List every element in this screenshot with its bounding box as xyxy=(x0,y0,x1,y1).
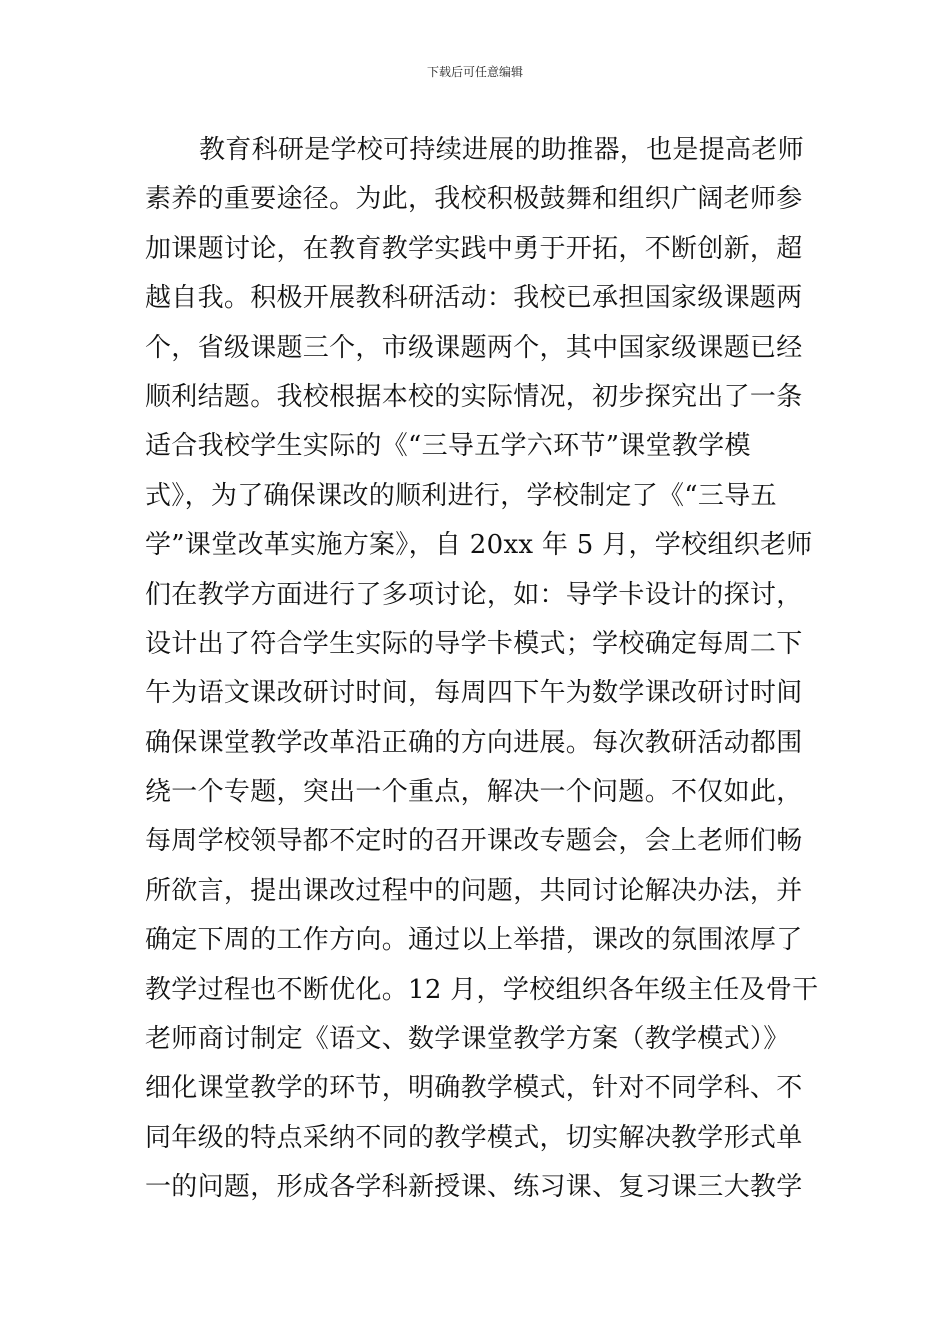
paragraph-line: 所欲言，提出课改过程中的问题，共同讨论解决办法，并 xyxy=(145,875,803,906)
paragraph-line: 学”课堂改革实施方案》，自 20xx 年 5 月，学校组织老师 xyxy=(145,530,813,561)
paragraph-line: 老师商讨制定《语文、数学课堂教学方案（教学模式）》 xyxy=(145,1024,790,1055)
paragraph-line: 适合我校学生实际的《“三导五学六环节”课堂教学模 xyxy=(145,431,751,462)
paragraph-line: 们在教学方面进行了多项讨论，如：导学卡设计的探讨， xyxy=(145,579,803,610)
paragraph-line: 个，省级课题三个，市级课题两个，其中国家级课题已经 xyxy=(145,332,803,363)
paragraph-line: 顺利结题。我校根据本校的实际情况，初步探究出了一条 xyxy=(145,381,803,412)
paragraph-line: 确定下周的工作方向。通过以上举措，课改的氛围浓厚了 xyxy=(145,925,803,956)
paragraph-line: 教育科研是学校可持续进展的助推器，也是提高老师 xyxy=(199,135,804,165)
paragraph-line: 确保课堂教学改革沿正确的方向进展。每次教研活动都围 xyxy=(145,727,803,758)
paragraph-line: 加课题讨论，在教育教学实践中勇于开拓，不断创新，超 xyxy=(145,233,803,264)
paragraph-line: 每周学校领导都不定时的召开课改专题会，会上老师们畅 xyxy=(145,826,803,857)
paragraph-line: 午为语文课改研讨时间，每周四下午为数学课改研讨时间 xyxy=(145,678,803,709)
paragraph-line: 越自我。积极开展教科研活动：我校已承担国家级课题两 xyxy=(145,283,803,314)
paragraph-line: 教学过程也不断优化。12 月，学校组织各年级主任及骨干 xyxy=(145,974,819,1005)
paragraph-line: 式》，为了确保课改的顺利进行，学校制定了《“三导五 xyxy=(145,480,777,511)
paragraph-line: 同年级的特点采纳不同的教学模式，切实解决教学形式单 xyxy=(145,1122,803,1153)
paragraph-line: 细化课堂教学的环节，明确教学模式，针对不同学科、不 xyxy=(145,1073,803,1104)
paragraph-line: 一的问题，形成各学科新授课、练习课、复习课三大教学 xyxy=(145,1172,803,1203)
paragraph-line: 设计出了符合学生实际的导学卡模式；学校确定每周二下 xyxy=(145,628,803,659)
paragraph-line: 绕一个专题，突出一个重点，解决一个问题。不仅如此， xyxy=(145,777,803,808)
paragraph-line: 素养的重要途径。为此，我校积极鼓舞和组织广阔老师参 xyxy=(145,184,803,215)
page-header: 下载后可任意编辑 xyxy=(426,65,523,79)
body-paragraph xyxy=(145,126,819,1213)
